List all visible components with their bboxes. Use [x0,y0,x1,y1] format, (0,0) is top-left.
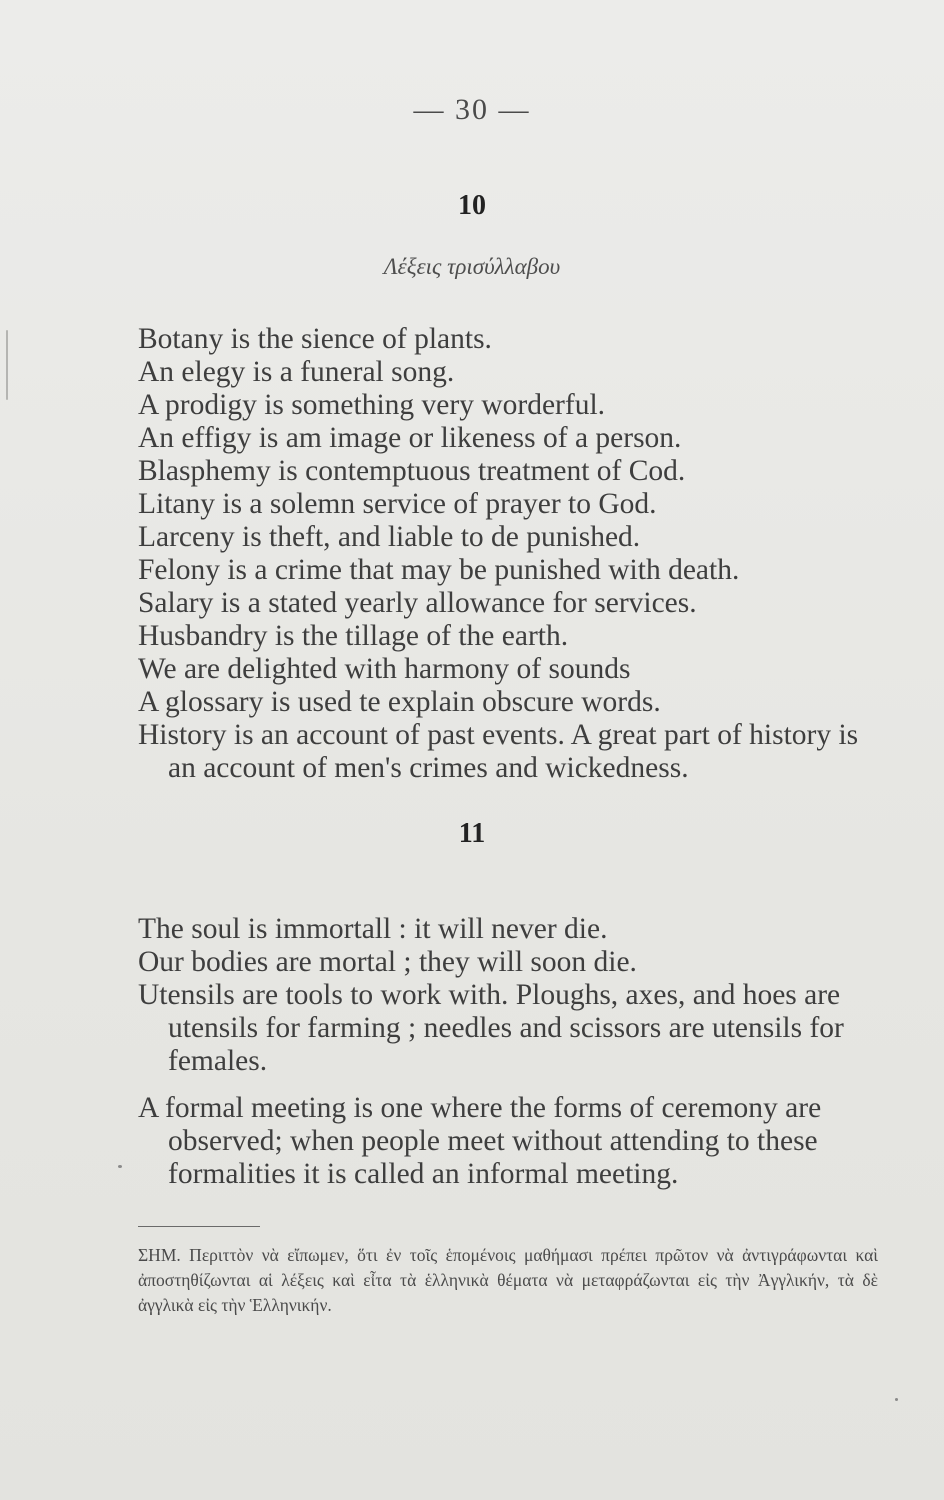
text-line: An effigy is am image or likeness of a person. [138,422,682,454]
text-line: Larceny is theft, and liable to de punished. [138,521,641,553]
section-11-text [138,913,878,1191]
page-edge-mark [6,330,8,400]
ink-speck [895,1398,898,1401]
text-line: Litany is a solemn service of prayer to God. [138,488,657,520]
text-line: The soul is immortall : it will never die. [138,913,608,945]
page-number: — 30 — [413,93,531,126]
text-line: Botany is the sience of plants. [138,323,492,355]
text-line: A formal meeting is one where the forms of ceremony are observed; when people meet without attending to these formalities it is called an informal meeting. [138,1092,822,1190]
text-line: A prodigy is something very worderful. [138,389,606,421]
text-line: History is an account of past events. A great part of history is an account of men's crimes and wickedness. [138,719,859,784]
text-line: Salary is a stated yearly allowance for services. [138,587,697,619]
text-line: We are delighted with harmony of sounds [138,653,631,685]
text-line: Blasphemy is contemptuous treatment of Cod. [138,455,686,487]
section-subtitle: Λέξεις τρισύλλαβου [383,254,561,279]
text-line: Felony is a crime that may be punished with death. [138,554,740,586]
text-line: Our bodies are mortal ; they will soon die. [138,946,637,978]
text-line: Utensils are tools to work with. Ploughs, axes, and hoes are utensils for farming ; needles and scissors are utensils for females. [138,979,844,1077]
text-line: Husbandry is the tillage of the earth. [138,620,569,652]
ink-speck [118,1165,122,1168]
text-line: A glossary is used te explain obscure words. [138,686,661,718]
footnote: ΣΗΜ. Περιττὸν νὰ εἴπωμεν, ὅτι ἐν τοῖς ἑπομένοις μαθήμασι πρέπει πρῶτον νὰ ἀντιγράφωνται καὶ ἀποστηθίζωνται αἱ λέξεις καὶ εἶτα τὰ ἑλληνικὰ θέματα νὰ μεταφράζωνται εἰς τὴν Ἀγγλικήν, τὰ δὲ ἀγγλικὰ εἰς τὴν Ἑλληνικήν. [138,1245,878,1315]
section-number-11: 11 [458,818,486,849]
footnote-divider [138,1226,260,1227]
section-10-text [138,323,878,785]
section-number-10: 10 [458,190,486,221]
text-line: An elegy is a funeral song. [138,356,455,388]
